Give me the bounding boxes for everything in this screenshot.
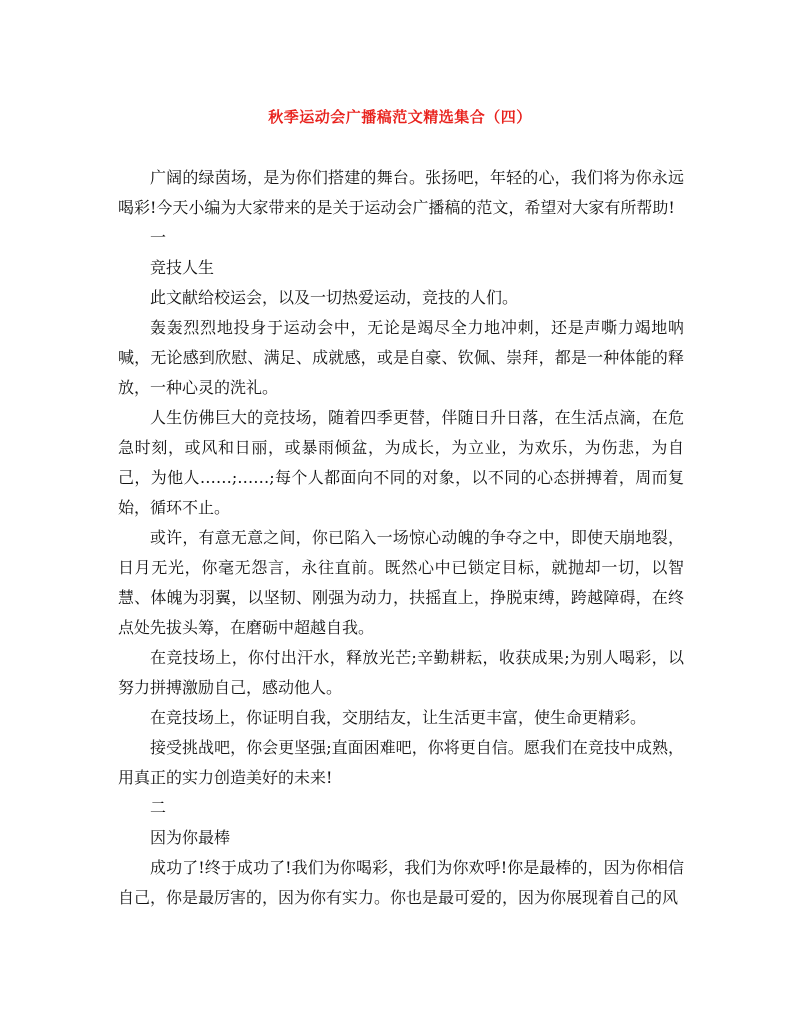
paragraph: 接受挑战吧，你会更坚强;直面困难吧，你将更自信。愿我们在竞技中成熟，用真正的实力创造美好的未来! [118,738,684,787]
section-number-two: 二 [150,798,167,817]
document-title: 秋季运动会广播稿范文精选集合（四） [268,108,532,126]
paragraph: 在竞技场上，你证明自我，交朋结友，让生活更丰富，使生命更精彩。 [150,708,647,727]
paragraph: 轰轰烈烈地投身于运动会中，无论是竭尽全力地冲刺，还是声嘶力竭地呐喊，无论感到欣慰、满足、成就感，或是自豪、钦佩、崇拜，都是一种体能的释放，一种心灵的洗礼。 [118,318,684,397]
paragraph: 人生仿佛巨大的竞技场，随着四季更替，伴随日升日落，在生活点滴，在危急时刻，或风和日丽，或暴雨倾盆，为成长，为立业，为欢乐，为伤悲，为自己，为他人……;……;每个人都面向不同的对象，以不同的心态拼搏着，周而复始，循环不止。 [118,408,684,517]
section-heading-jingji-rensheng: 竞技人生 [150,258,215,277]
paragraph: 或许，有意无意之间，你已陷入一场惊心动魄的争夺之中，即使天崩地裂，日月无光，你毫无怨言，永往直前。既然心中已锁定目标，就抛却一切，以智慧、体魄为羽翼，以坚韧、刚强为动力，扶摇直上，挣脱束缚，跨越障碍，在终点处先拔头筹，在磨砺中超越自我。 [118,528,684,637]
intro-paragraph: 广阔的绿茵场，是为你们搭建的舞台。张扬吧，年轻的心，我们将为你永远喝彩!今天小编为大家带来的是关于运动会广播稿的范文，希望对大家有所帮助! [118,168,684,217]
section-heading-yinwei-ni-zuibang: 因为你最棒 [150,828,231,847]
document-body [118,163,684,913]
paragraph: 在竞技场上，你付出汗水，释放光芒;辛勤耕耘，收获成果;为别人喝彩，以努力拼搏激励自己，感动他人。 [118,648,684,697]
section-number-one: 一 [150,228,167,247]
paragraph: 成功了!终于成功了!我们为你喝彩，我们为你欢呼!你是最棒的，因为你相信自己，你是最厉害的，因为你有实力。你也是最可爱的，因为你展现着自己的风 [118,858,684,907]
paragraph: 此文献给校运会，以及一切热爱运动，竞技的人们。 [150,288,519,307]
